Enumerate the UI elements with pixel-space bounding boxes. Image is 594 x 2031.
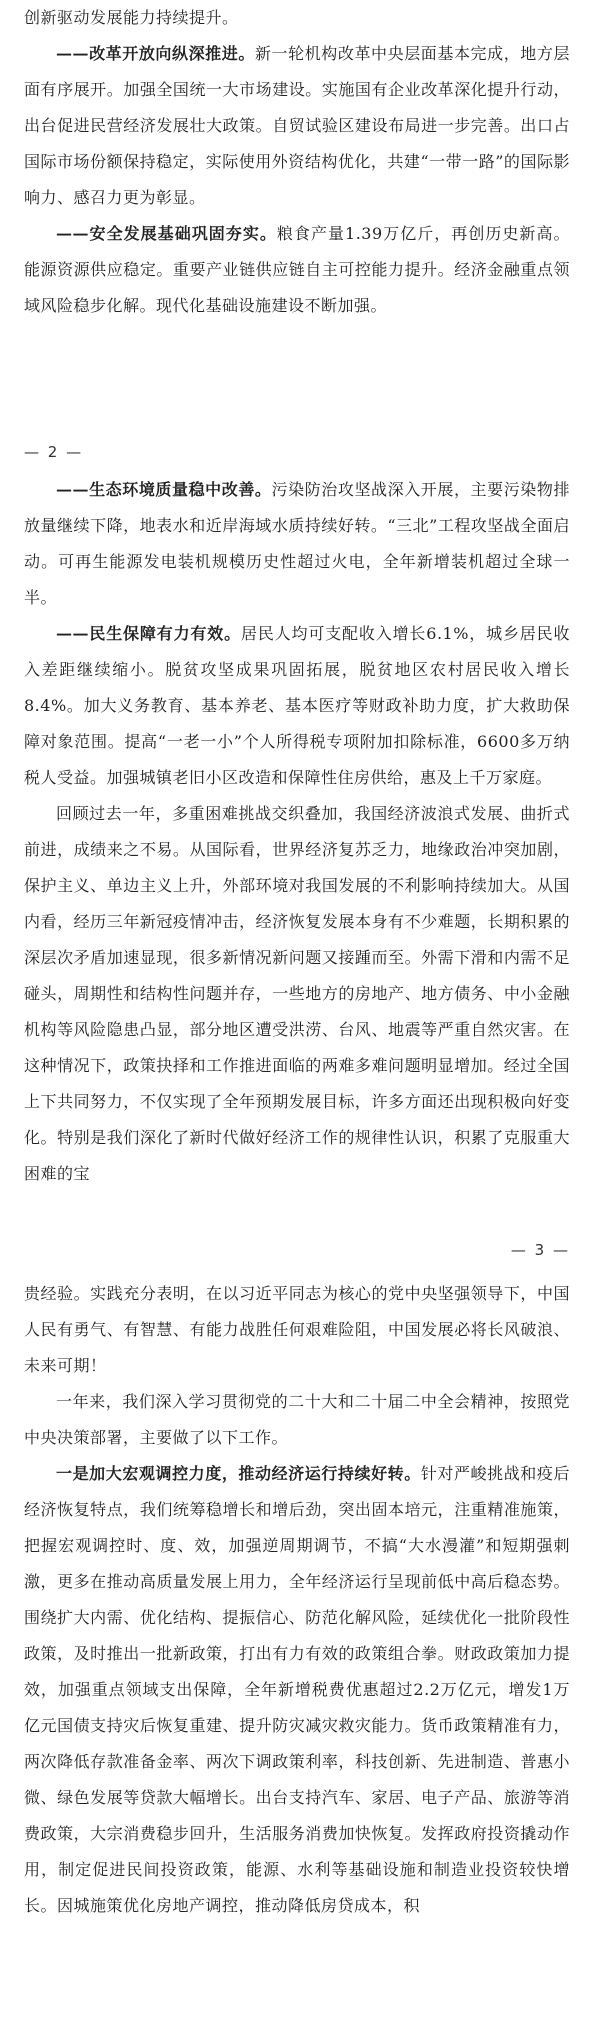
paragraph-7: 一年来，我们深入学习贯彻党的二十大和二十届二中全会精神，按照党中央决策部署，主要做了以下工作。: [24, 1392, 570, 1447]
paragraph-5: 回顾过去一年，多重困难挑战交织叠加，我国经济波浪式发展、曲折式前进，成绩来之不易。从国际看，世界经济复苏乏力，地缘政治冲突加剧，保护主义、单边主义上升，外部环境对我国发展的不利影响持续加大。从国内看，经历三年新冠疫情冲击，经济恢复发展本身有不少难题，长期积累的深层次矛盾加速显现，很多新情况新问题又接踵而至。外需下滑和内需不足碰头，周期性和结构性问题并存，一些地方的房地产、地方债务、中小金融机构等风险隐患凸显，部分地区遭受洪涝、台风、地震等严重自然灾害。在这种情况下，政策抉择和工作推进面临的两难多难问题明显增加。经过全国上下共同努力，不仅实现了全年预期发展目标，许多方面还出现积极向好变化。特别是我们深化了新时代做好经济工作的规律性认识，积累了克服重大困难的宝: [24, 804, 570, 1183]
segment-2: [24, 472, 570, 1192]
page-number-3: — 3 —: [510, 1241, 570, 1259]
paragraph-lead: 一是加大宏观调控力度，推动经济运行持续好转。: [56, 1464, 421, 1483]
segment-3: [24, 1276, 570, 1924]
paragraph-8: 一是加大宏观调控力度，推动经济运行持续好转。针对严峻挑战和疫后经济恢复特点，我们统筹稳增长和增后劲，突出固本培元，注重精准施策，把握宏观调控时、度、效，加强逆周期调节，不搞“大水漫灌”和短期强刺激，更多在推动高质量发展上用力，全年经济运行呈现前低中高后稳态势。围绕扩大内需、优化结构、提振信心、防范化解风险，延续优化一批阶段性政策，及时推出一批新政策，打出有力有效的政策组合拳。财政政策加力提效，加强重点领域支出保障，全年新增税费优惠超过2.2万亿元，增发1万亿元国债支持灾后恢复重建、提升防灾减灾救灾能力。货币政策精准有力，两次降低存款准备金率、两次下调政策利率，科技创新、先进制造、普惠小微、绿色发展等贷款大幅增长。出台支持汽车、家居、电子产品、旅游等消费政策，大宗消费稳步回升，生活服务消费加快恢复。发挥政府投资撬动作用，制定促进民间投资政策，能源、水利等基础设施和制造业投资较快增长。因城施策优化房地产调控，推动降低房贷成本，积: [24, 1464, 570, 1915]
paragraph-4: ——民生保障有力有效。居民人均可支配收入增长6.1%，城乡居民收入差距继续缩小。脱贫攻坚成果巩固拓展，脱贫地区农村居民收入增长8.4%。加大义务教育、基本养老、基本医疗等财政补助力度，扩大救助保障对象范围。提高“一老一小”个人所得税专项附加扣除标准，6600多万纳税人受益。加强城镇老旧小区改造和保障性住房供给，惠及上千万家庭。: [24, 624, 570, 787]
paragraph-0: 创新驱动发展能力持续提升。: [24, 8, 239, 27]
paragraph-3: ——生态环境质量稳中改善。污染防治攻坚战深入开展，主要污染物排放量继续下降，地表水和近岸海域水质持续好转。“三北”工程攻坚战全面启动。可再生能源发电装机规模历史性超过火电，全年新增装机超过全球一半。: [24, 480, 570, 607]
paragraph-lead: ——民生保障有力有效。: [56, 624, 241, 643]
paragraph-6: 贵经验。实践充分表明，在以习近平同志为核心的党中央坚强领导下，中国人民有勇气、有智慧、有能力战胜任何艰难险阻，中国发展必将长风破浪、未来可期！: [24, 1284, 570, 1375]
paragraph-lead: ——改革开放向纵深推进。: [56, 44, 255, 63]
paragraph-lead: ——生态环境质量稳中改善。: [56, 480, 272, 499]
page-number-2: — 2 —: [24, 443, 84, 461]
paragraph-2: ——安全发展基础巩固夯实。粮食产量1.39万亿斤，再创历史新高。能源资源供应稳定。重要产业链供应链自主可控能力提升。经济金融重点领域风险稳步化解。现代化基础设施建设不断加强。: [24, 224, 570, 315]
segment-1: [24, 0, 570, 324]
paragraph-1: ——改革开放向纵深推进。新一轮机构改革中央层面基本完成，地方层面有序展开。加强全国统一大市场建设。实施国有企业改革深化提升行动，出台促进民营经济发展壮大政策。自贸试验区建设布局进一步完善。出口占国际市场份额保持稳定，实际使用外资结构优化，共建“一带一路”的国际影响力、感召力更为彰显。: [24, 44, 570, 207]
paragraph-lead: ——安全发展基础巩固夯实。: [56, 224, 277, 243]
